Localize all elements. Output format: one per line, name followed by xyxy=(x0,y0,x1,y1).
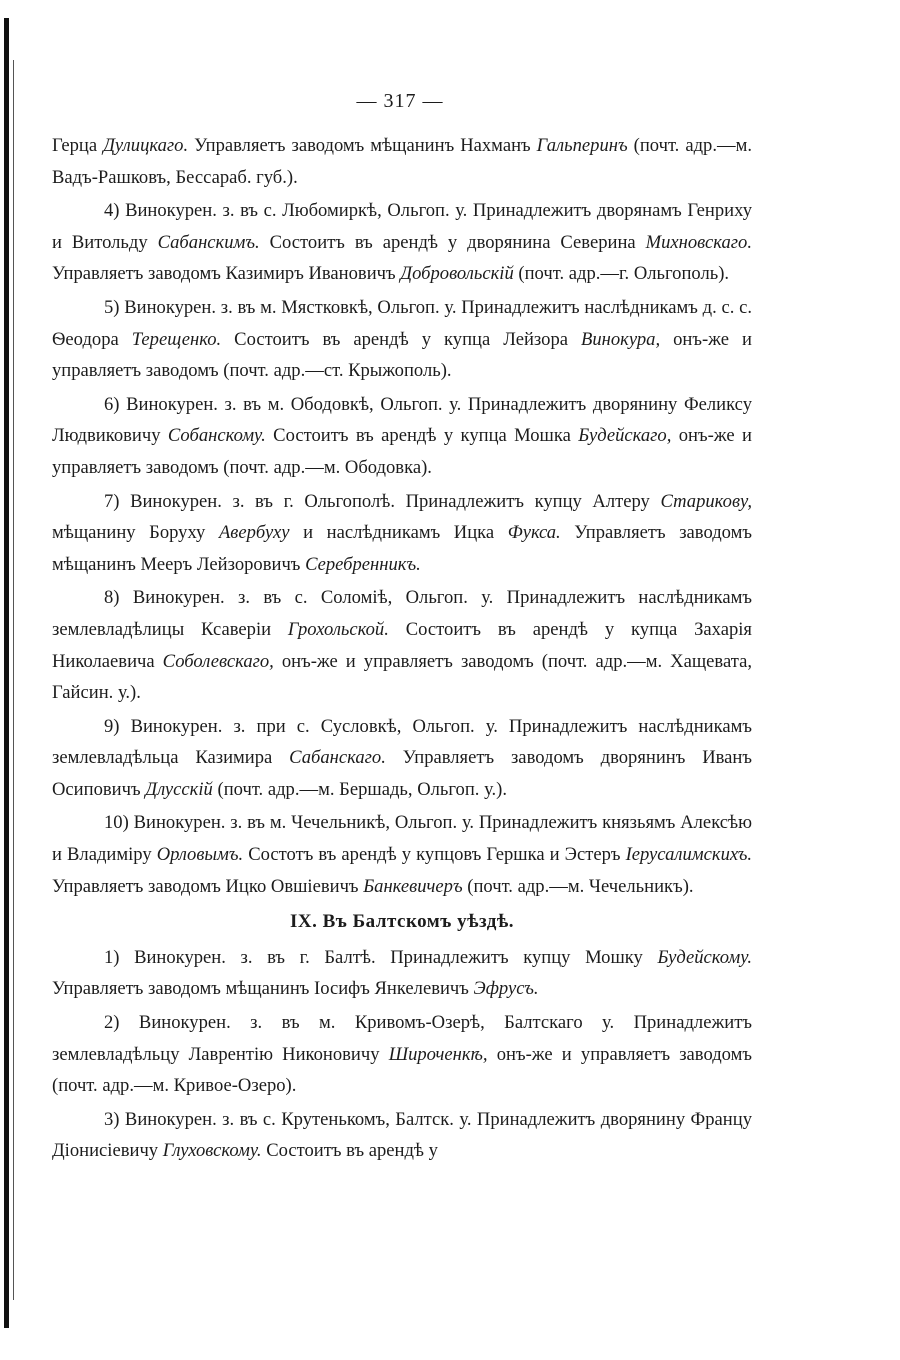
text-paragraph xyxy=(52,486,752,581)
text-paragraph xyxy=(52,942,752,1005)
text-paragraph xyxy=(52,130,752,193)
text-run: Управляетъ заводомъ дворянинъ Иванъ Осиповичъ xyxy=(52,747,752,800)
text-run: Управляетъ заводомъ Ицко Овшіевичъ xyxy=(52,875,364,897)
text-run: 1) Винокурен. з. въ г. Балтѣ. Принадлежитъ купцу Мошку xyxy=(104,946,658,968)
book-binding-edge xyxy=(4,18,9,1328)
text-paragraph xyxy=(52,1007,752,1102)
text-run: (почт. адр.—м. Чечельникъ). xyxy=(462,875,694,897)
italic-name: Грохольской. xyxy=(287,618,389,640)
italic-name: Михновскаго. xyxy=(645,231,752,253)
italic-name: Дулицкаго. xyxy=(103,135,189,156)
italic-name: Сабанскаго. xyxy=(289,747,386,769)
text-run: 2) Винокурен. з. въ м. Кривомъ-Озерѣ, Балтскаго у. Принадлежитъ землевладѣльцу Лаврентію Никоновичу xyxy=(52,1012,752,1065)
italic-name: Длусскій xyxy=(145,778,213,800)
text-paragraph xyxy=(52,292,752,387)
italic-name: Глуховскому. xyxy=(162,1140,262,1162)
italic-name: Собанскому. xyxy=(167,425,266,447)
italic-name: Гальперинъ xyxy=(536,135,628,156)
text-run: 5) Винокурен. з. въ м. Мястковкѣ, Ольгоп. у. Принадлежитъ наслѣдникамъ д. с. с. Ѳеодора xyxy=(52,296,752,350)
italic-name: Фукса. xyxy=(507,522,561,544)
text-run: мѣщанину Боруху xyxy=(52,522,219,544)
text-run: Состоитъ въ арендѣ у дворянина Северина xyxy=(259,231,646,253)
italic-name: Банкевичеръ xyxy=(363,875,463,897)
italic-name: Будейскому. xyxy=(657,946,752,968)
italic-name: Добровольскій xyxy=(400,263,514,285)
italic-name: Іерусалимскихъ. xyxy=(625,844,752,866)
italic-name: Серебренникъ. xyxy=(305,553,421,575)
text-run: Состоитъ въ арендѣ у купца Захарія Николаевича xyxy=(52,618,752,672)
italic-name: Будейскаго, xyxy=(578,425,672,447)
text-run: 8) Винокурен. з. въ с. Соломіѣ, Ольгоп. у. Принадлежитъ наслѣдникамъ землевладѣлицы Ксаверіи xyxy=(52,587,752,640)
text-run: 9) Винокурен. з. при с. Сусловкѣ, Ольгоп. у. Принадлежитъ наслѣдникамъ землевладѣльца Казимира xyxy=(52,715,752,769)
text-paragraph xyxy=(52,711,752,806)
text-run: (почт. адр.—м. Бершадь, Ольгоп. у.). xyxy=(212,778,508,800)
text-run: (почт. адр.—м. Вадъ-Рашковъ, Бессараб. губ.). xyxy=(52,135,752,188)
italic-name: Винокура, xyxy=(581,328,661,350)
text-paragraph xyxy=(52,389,752,484)
text-paragraph xyxy=(52,195,752,290)
italic-name: Авербуху xyxy=(218,522,290,544)
section-heading: IX. Въ Балтскомъ уѣздѣ. xyxy=(289,911,515,933)
text-run: Состоитъ въ арендѣ у купца Мошка xyxy=(265,425,579,447)
text-paragraph xyxy=(52,1104,752,1167)
italic-name: Терещенко. xyxy=(131,328,222,350)
italic-name: Соболевскаго, xyxy=(162,650,274,672)
text-run: (почт. адр.—г. Ольгополь). xyxy=(513,263,730,285)
page-text-body xyxy=(52,130,752,1169)
text-paragraph xyxy=(52,582,752,708)
text-run: Герца xyxy=(52,135,104,156)
italic-name: Эфрусъ. xyxy=(473,978,539,1000)
text-run: онъ-же и управляетъ заводомъ (почт. адр.—ст. Крыжополь). xyxy=(52,328,752,382)
text-run: онъ-же и управляетъ заводомъ (почт. адр.—м. Ободовка). xyxy=(52,425,752,478)
text-run: Управляетъ заводомъ мѣщанинъ Мееръ Лейзоровичъ xyxy=(52,522,752,575)
text-run: Состотъ въ арендѣ у купцовъ Гершка и Эстеръ xyxy=(243,844,626,866)
italic-name: Широченкѣ, xyxy=(388,1043,488,1065)
italic-name: Орловымъ. xyxy=(156,844,244,866)
text-run: онъ-же и управляетъ заводомъ (почт. адр.—м. Хащевата, Гайсин. у.). xyxy=(52,650,752,704)
text-run: 6) Винокурен. з. въ м. Ободовкѣ, Ольгоп. у. Принадлежитъ дворянину Феликсу Людвиковичу xyxy=(52,393,752,447)
text-run: Управляетъ заводомъ мѣщанинъ Іосифъ Янкелевичъ xyxy=(52,978,474,1000)
text-run: 7) Винокурен. з. въ г. Ольгополѣ. Принадлежитъ купцу Алтеру xyxy=(104,490,661,512)
text-run: Управляетъ заводомъ Казимиръ Ивановичъ xyxy=(52,263,401,285)
text-run: Состоитъ въ арендѣ у купца Лейзора xyxy=(221,328,581,350)
text-run: 4) Винокурен. з. въ с. Любомиркѣ, Ольгоп. у. Принадлежитъ дворянамъ Генриху и Витольду xyxy=(52,200,752,253)
text-run: Управляетъ заводомъ мѣщанинъ Нахманъ xyxy=(188,135,537,156)
text-paragraph xyxy=(52,807,752,902)
italic-name: Сабанскимъ. xyxy=(157,231,260,253)
italic-name: Старикову, xyxy=(660,490,752,512)
text-run: онъ-же и управляетъ заводомъ (почт. адр.—м. Кривое-Озеро). xyxy=(52,1043,752,1097)
text-run: 10) Винокурен. з. въ м. Чечельникѣ, Ольгоп. у. Принадлежитъ князьямъ Алексѣю и Владиміру xyxy=(52,812,752,866)
text-run: 3) Винокурен. з. въ с. Крутенькомъ, Балтск. у. Принадлежитъ дворянину Францу Діонисіевичу xyxy=(52,1108,752,1162)
page-margin-line xyxy=(13,60,14,1300)
page-number: — 317 — xyxy=(356,90,444,112)
text-run: Состоитъ въ арендѣ у xyxy=(261,1140,438,1162)
text-run: и наслѣдникамъ Ицка xyxy=(289,522,508,544)
